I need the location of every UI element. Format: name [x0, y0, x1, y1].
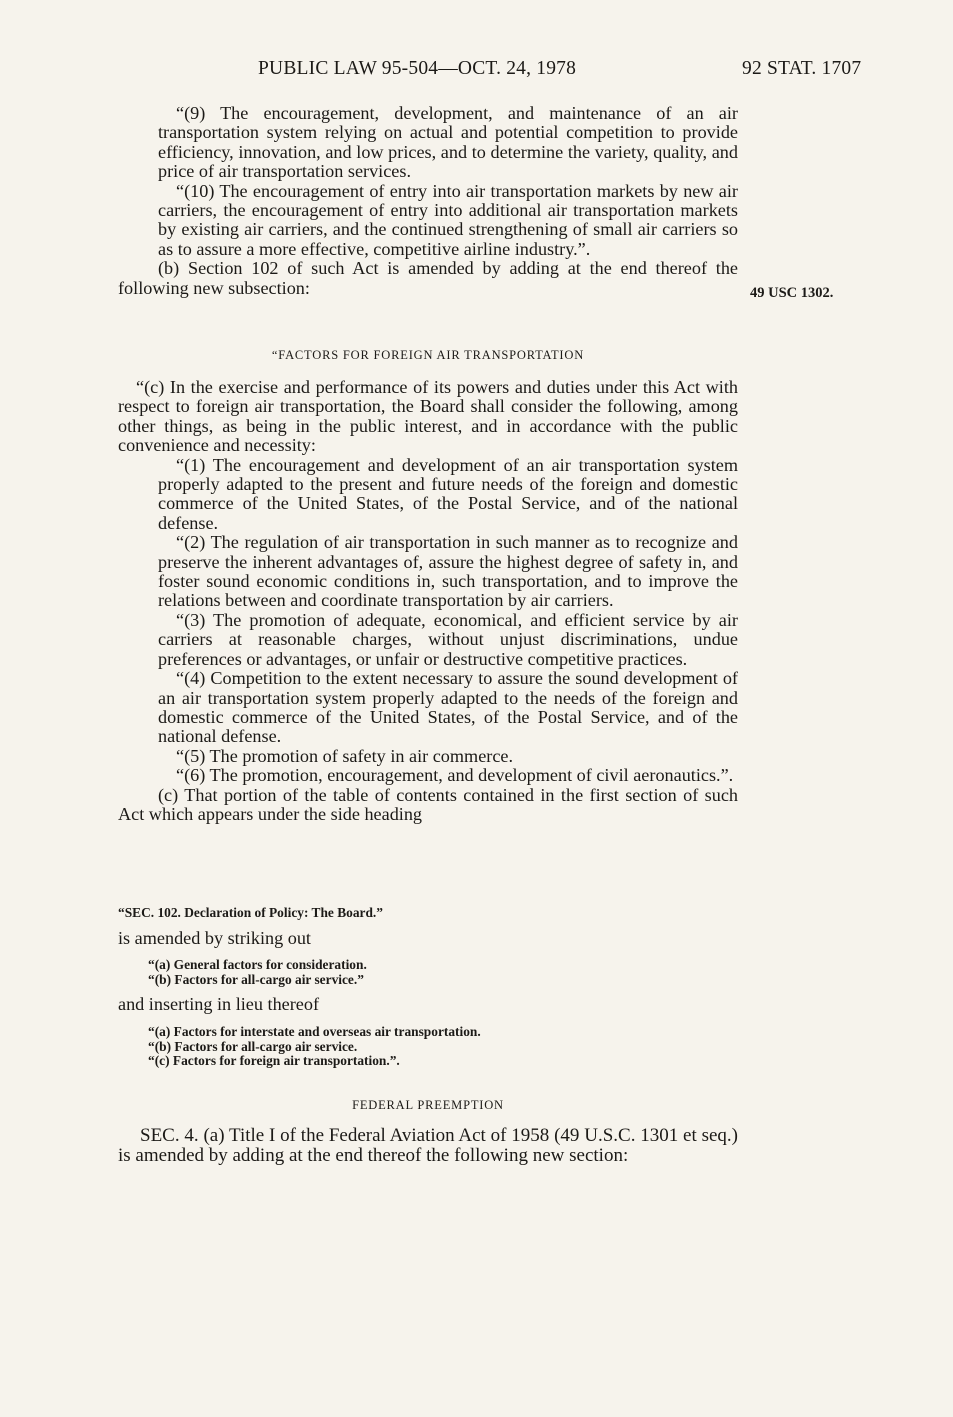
text-block-1	[118, 104, 738, 298]
page-header-title: PUBLIC LAW 95-504—OCT. 24, 1978	[258, 58, 577, 79]
margin-citation: 49 USC 1302.	[750, 285, 834, 301]
factor-3: “(3) The promotion of adequate, economical, and efficient service by air carriers at reasonable charges, without unjust discriminations, undue preferences or advantages, or unfair or destructive competitive practices.	[158, 609, 738, 669]
paragraph-c-toc: (c) That portion of the table of contents contained in the first section of such Act which appears under the side heading	[118, 784, 738, 824]
section-heading-preemption: FEDERAL PREEMPTION	[352, 1098, 504, 1112]
paragraph-c: “(c) In the exercise and performance of its powers and duties under this Act with respect to foreign air transportation, the Board shall consider the following, among other things, as being in the public interest, and in accordance with the public convenience and necessity:	[118, 377, 738, 456]
text-block-3	[118, 1126, 738, 1166]
toc-side-heading: “SEC. 102. Declaration of Policy: The Board.”	[118, 905, 383, 920]
new-toc-item: “(a) Factors for interstate and overseas air transportation.	[148, 1024, 481, 1039]
strike-phrase: is amended by striking out	[118, 928, 311, 948]
insert-phrase: and inserting in lieu thereof	[118, 994, 320, 1014]
old-toc-item: “(a) General factors for consideration.	[148, 957, 367, 972]
section-4-paragraph: SEC. 4. (a) Title I of the Federal Aviation Act of 1958 (49 U.S.C. 1301 et seq.) is amended by adding at the end thereof the following new section:	[118, 1125, 738, 1166]
factor-6: “(6) The promotion, encouragement, and development of civil aeronautics.”.	[176, 765, 734, 786]
paragraph-b: (b) Section 102 of such Act is amended by adding at the end thereof the following new subsection:	[118, 258, 738, 298]
new-toc-items	[148, 1025, 481, 1069]
old-toc-items	[148, 958, 367, 987]
paragraph-9: “(9) The encouragement, development, and maintenance of an air transportation system relying on actual and potential competition to provide efficiency, innovation, and low prices, and to determine the variety, quality, and price of air transportation services.	[158, 103, 738, 182]
new-toc-item: “(c) Factors for foreign air transportation.”.	[148, 1053, 400, 1068]
paragraph-group-9-10	[118, 104, 738, 259]
factor-1: “(1) The encouragement and development of an air transportation system properly adapted to the present and future needs of the foreign and domestic commerce of the United States, of the Postal Service, and of the national defense.	[158, 454, 738, 533]
section-heading-foreign: “FACTORS FOR FOREIGN AIR TRANSPORTATION	[271, 348, 585, 362]
text-block-2	[118, 378, 738, 824]
new-toc-item: “(b) Factors for all-cargo air service.	[148, 1038, 358, 1054]
page-header-stat: 92 STAT. 1707	[742, 58, 862, 79]
old-toc-item: “(b) Factors for all-cargo air service.”	[148, 971, 364, 987]
factors-list	[118, 456, 738, 786]
factor-5: “(5) The promotion of safety in air commerce.	[176, 745, 514, 766]
factor-4: “(4) Competition to the extent necessary to assure the sound development of an air transportation system properly adapted to the needs of the foreign and domestic commerce of the United States, of the Postal Service, and of the national defense.	[158, 668, 738, 747]
factor-2: “(2) The regulation of air transportation in such manner as to recognize and preserve the inherent advantages of, assure the highest degree of safety in, and foster sound economic conditions in, such transportation, and to improve the relations between and coordinate transportation by air carriers.	[158, 532, 738, 611]
paragraph-10: “(10) The encouragement of entry into air transportation markets by new air carriers, the encouragement of entry into additional air transportation markets by existing air carriers, and the continued strengthening of small air carriers so as to assure a more effective, competitive airline industry.”.	[158, 180, 738, 259]
